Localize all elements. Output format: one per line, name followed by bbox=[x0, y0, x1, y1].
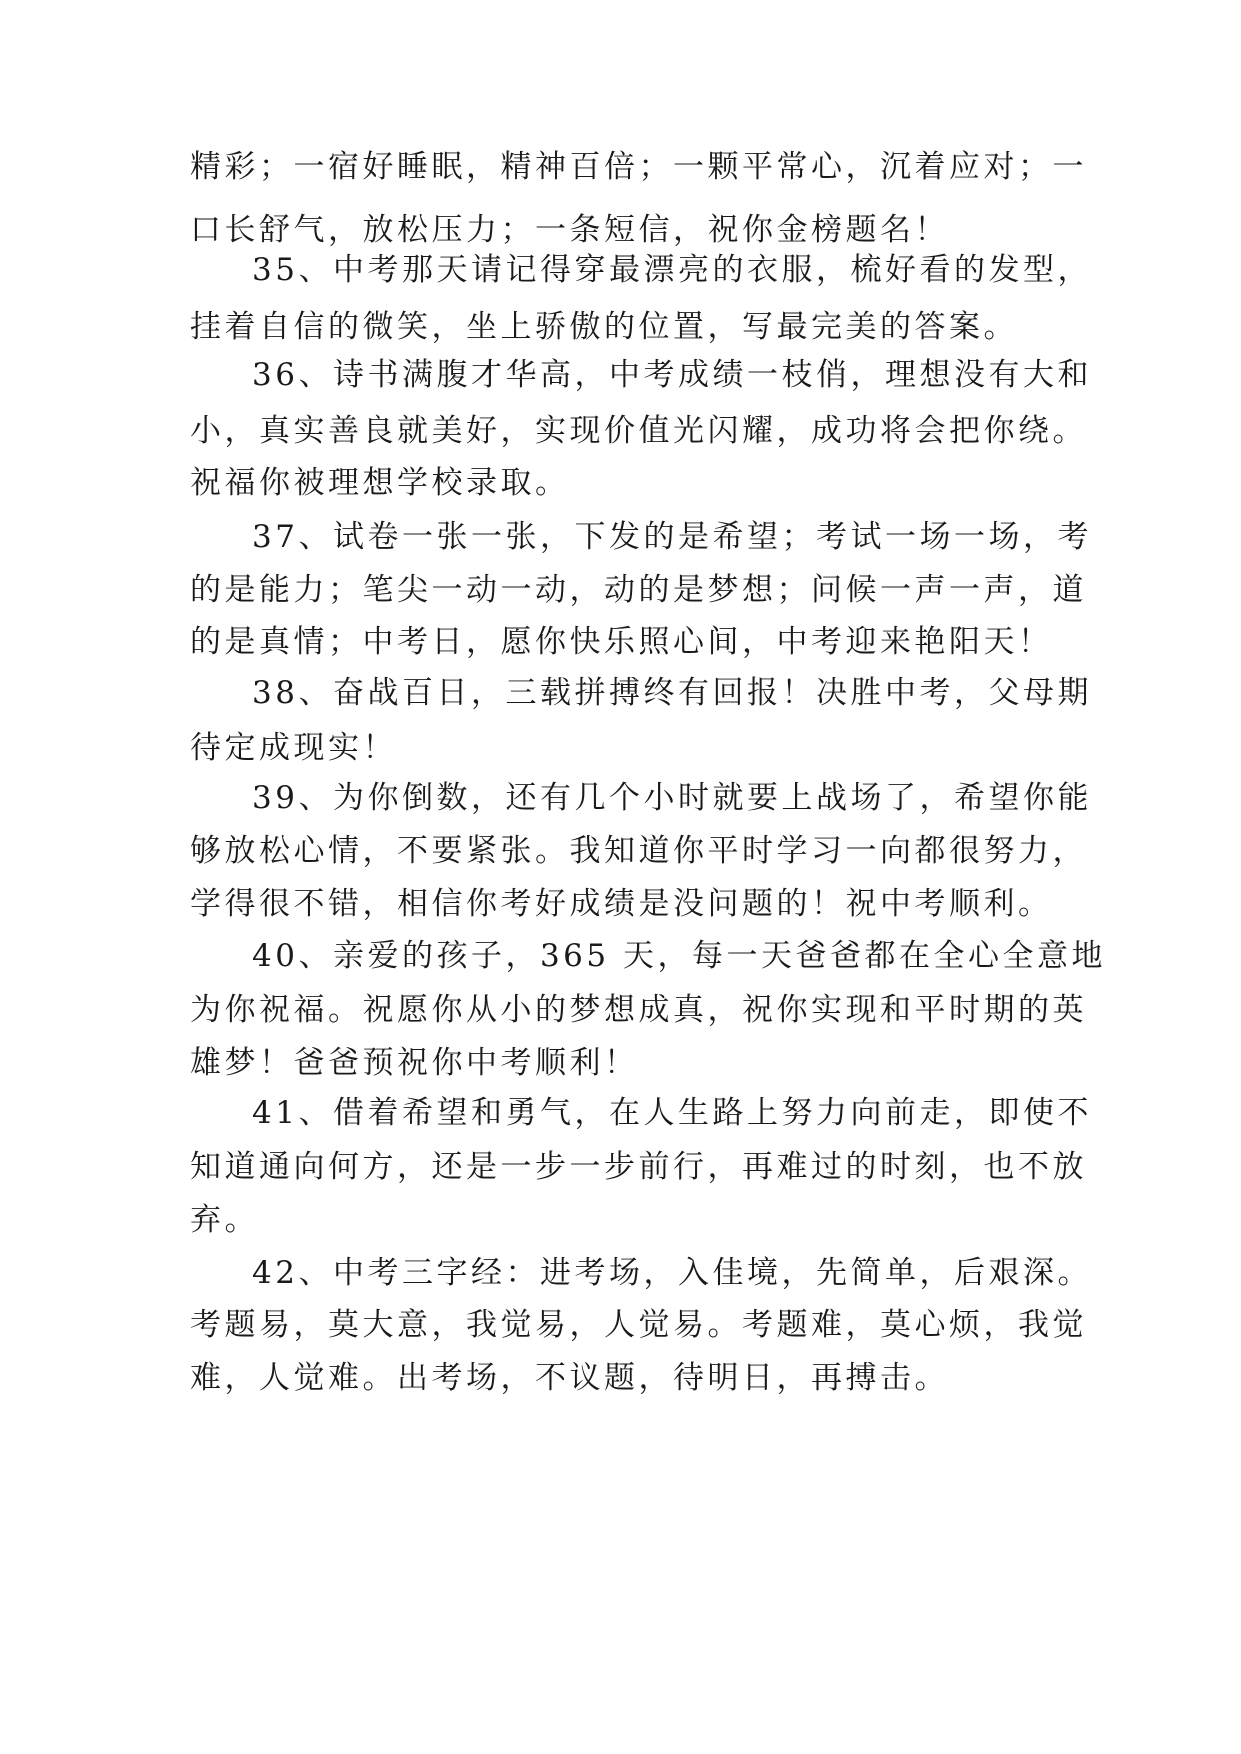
text-line: 待定成现实！ bbox=[190, 730, 397, 766]
paragraph-41-line: 41、借着希望和勇气，在人生路上努力向前走，即使不 bbox=[252, 1095, 1092, 1131]
text-line: 的是能力；笔尖一动一动，动的是梦想；问候一声一声，道 bbox=[190, 572, 1087, 608]
text-line: 为你祝福。祝愿你从小的梦想成真，祝你实现和平时期的英 bbox=[190, 992, 1087, 1028]
paragraph-36-line: 36、诗书满腹才华高，中考成绩一枝俏，理想没有大和 bbox=[252, 357, 1092, 393]
paragraph-39-line: 39、为你倒数，还有几个小时就要上战场了，希望你能 bbox=[252, 780, 1092, 816]
text-line: 口长舒气，放松压力；一条短信，祝你金榜题名！ bbox=[190, 212, 949, 248]
text-line: 祝福你被理想学校录取。 bbox=[190, 465, 570, 501]
paragraph-38-line: 38、奋战百日，三载拼搏终有回报！决胜中考，父母期 bbox=[252, 675, 1092, 711]
paragraph-35-line: 35、中考那天请记得穿最漂亮的衣服，梳好看的发型， bbox=[252, 252, 1092, 288]
text-line: 弃。 bbox=[190, 1202, 259, 1238]
text-line: 知道通向何方，还是一步一步前行，再难过的时刻，也不放 bbox=[190, 1149, 1087, 1185]
paragraph-42-line: 42、中考三字经：进考场，入佳境，先简单，后艰深。 bbox=[252, 1255, 1092, 1291]
text-line: 考题易，莫大意，我觉易，人觉易。考题难，莫心烦，我觉 bbox=[190, 1307, 1087, 1343]
text-line: 精彩；一宿好睡眠，精神百倍；一颗平常心，沉着应对；一 bbox=[190, 149, 1087, 185]
text-line: 够放松心情，不要紧张。我知道你平时学习一向都很努力， bbox=[190, 833, 1087, 869]
text-line: 难，人觉难。出考场，不议题，待明日，再搏击。 bbox=[190, 1360, 949, 1396]
text-line: 的是真情；中考日，愿你快乐照心间，中考迎来艳阳天！ bbox=[190, 624, 1053, 660]
paragraph-40-line: 40、亲爱的孩子，365 天，每一天爸爸都在全心全意地 bbox=[252, 938, 1106, 974]
text-line: 挂着自信的微笑，坐上骄傲的位置，写最完美的答案。 bbox=[190, 309, 1018, 345]
text-line: 学得很不错，相信你考好成绩是没问题的！祝中考顺利。 bbox=[190, 886, 1053, 922]
text-line: 雄梦！爸爸预祝你中考顺利！ bbox=[190, 1045, 639, 1081]
text-line: 小，真实善良就美好，实现价值光闪耀，成功将会把你绕。 bbox=[190, 413, 1087, 449]
paragraph-37-line: 37、试卷一张一张，下发的是希望；考试一场一场，考 bbox=[252, 519, 1092, 555]
